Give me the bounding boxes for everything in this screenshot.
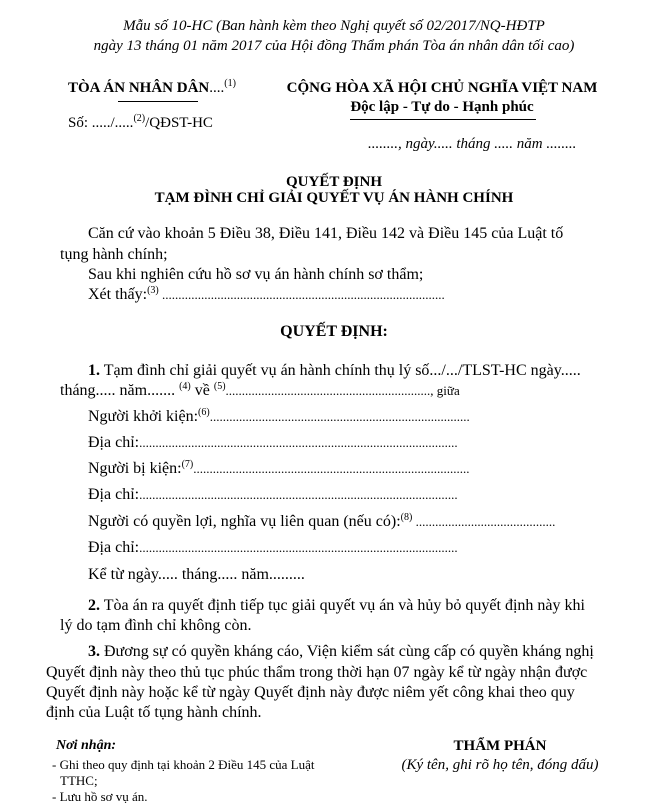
nation-title: CỘNG HÒA XÃ HỘI CHỦ NGHĨA VIỆT NAM [286, 80, 598, 96]
related-party-address-line: Địa chỉ:.................................................................................................. [88, 539, 458, 556]
decision-heading: QUYẾT ĐỊNH: [280, 323, 388, 340]
defendant-line: Người bị kiện:$^{(7)}$..................................................................................... [88, 459, 470, 477]
decision-number: Số: ...../.....$^{(2)}$/QĐST-HC [68, 113, 213, 131]
defendant-address-line: Địa chỉ:.................................................................................................. [88, 486, 458, 503]
related-party-line: Người có quyền lợi, nghĩa vụ liên quan (nếu có):$^{(8)}$ ........................................... [88, 512, 556, 530]
article3-line1: 3. Đương sự có quyền kháng cáo, Viện kiểm sát cùng cấp có quyền kháng nghị [88, 643, 594, 660]
article3-line2: Quyết định này theo thủ tục phúc thẩm trong thời hạn 07 ngày kể từ ngày nhận được [46, 664, 588, 681]
article1-line1: 1. Tạm đình chỉ giải quyết vụ án hành chính thụ lý số.../.../TLST-HC ngày..... [88, 362, 581, 379]
document-subtitle: TẠM ĐÌNH CHỈ GIẢI QUYẾT VỤ ÁN HÀNH CHÍNH [154, 190, 514, 206]
article1-line2: tháng..... năm....... $^{(4)}$ về $^{(5)}$..............................................................., giữa [60, 381, 460, 399]
article2-line2: lý do tạm đình chỉ không còn. [60, 617, 252, 634]
recipient-item2: - Lưu hồ sơ vụ án. [52, 789, 148, 804]
recipients-heading: Nơi nhận: [56, 738, 117, 753]
effective-date-line: Kể từ ngày..... tháng..... năm......... [88, 566, 305, 583]
court-name: TÒA ÁN NHÂN DÂN....$^{(1)}$ [68, 78, 236, 96]
national-motto: Độc lập - Tự do - Hạnh phúc [350, 99, 534, 115]
date-line: ........, ngày..... tháng ..... năm ........ [368, 136, 577, 152]
recipient-item1-line1: - Ghi theo quy định tại khoản 2 Điều 145 của Luật [52, 757, 315, 772]
document-title: QUYẾT ĐỊNH [286, 174, 382, 190]
plaintiff-address-line: Địa chỉ:.................................................................................................. [88, 434, 458, 451]
court-underline [118, 101, 198, 102]
article3-line4: định của Luật tố tụng hành chính. [46, 704, 262, 721]
plaintiff-line: Người khởi kiện:$^{(6)}$................................................................................ [88, 407, 470, 425]
article2-line1: 2. Tòa án ra quyết định tiếp tục giải quyết vụ án và hủy bỏ quyết định này khi [88, 597, 585, 614]
signer-title: THẨM PHÁN [453, 738, 547, 754]
motto-underline [350, 119, 536, 120]
form-note-line1: Mẫu số 10-HC (Ban hành kèm theo Nghị quyết số 02/2017/NQ-HĐTP [123, 18, 545, 34]
finding-line: Xét thấy:$^{(3)}$ ....................................................................................... [88, 285, 445, 303]
article3-line3: Quyết định này hoặc kể từ ngày Quyết định này được niêm yết công khai theo quy [46, 684, 575, 701]
form-note-line2: ngày 13 tháng 01 năm 2017 của Hội đồng Thẩm phán Tòa án nhân dân tối cao) [93, 38, 575, 54]
legal-basis-line2: tụng hành chính; [60, 246, 168, 263]
legal-basis-line1: Căn cứ vào khoản 5 Điều 38, Điều 141, Điều 142 và Điều 145 của Luật tố [88, 225, 564, 242]
study-statement: Sau khi nghiên cứu hồ sơ vụ án hành chính sơ thẩm; [88, 266, 424, 283]
recipient-item1-line2: TTHC; [60, 773, 98, 788]
signature-instruction: (Ký tên, ghi rõ họ tên, đóng dấu) [401, 757, 599, 773]
